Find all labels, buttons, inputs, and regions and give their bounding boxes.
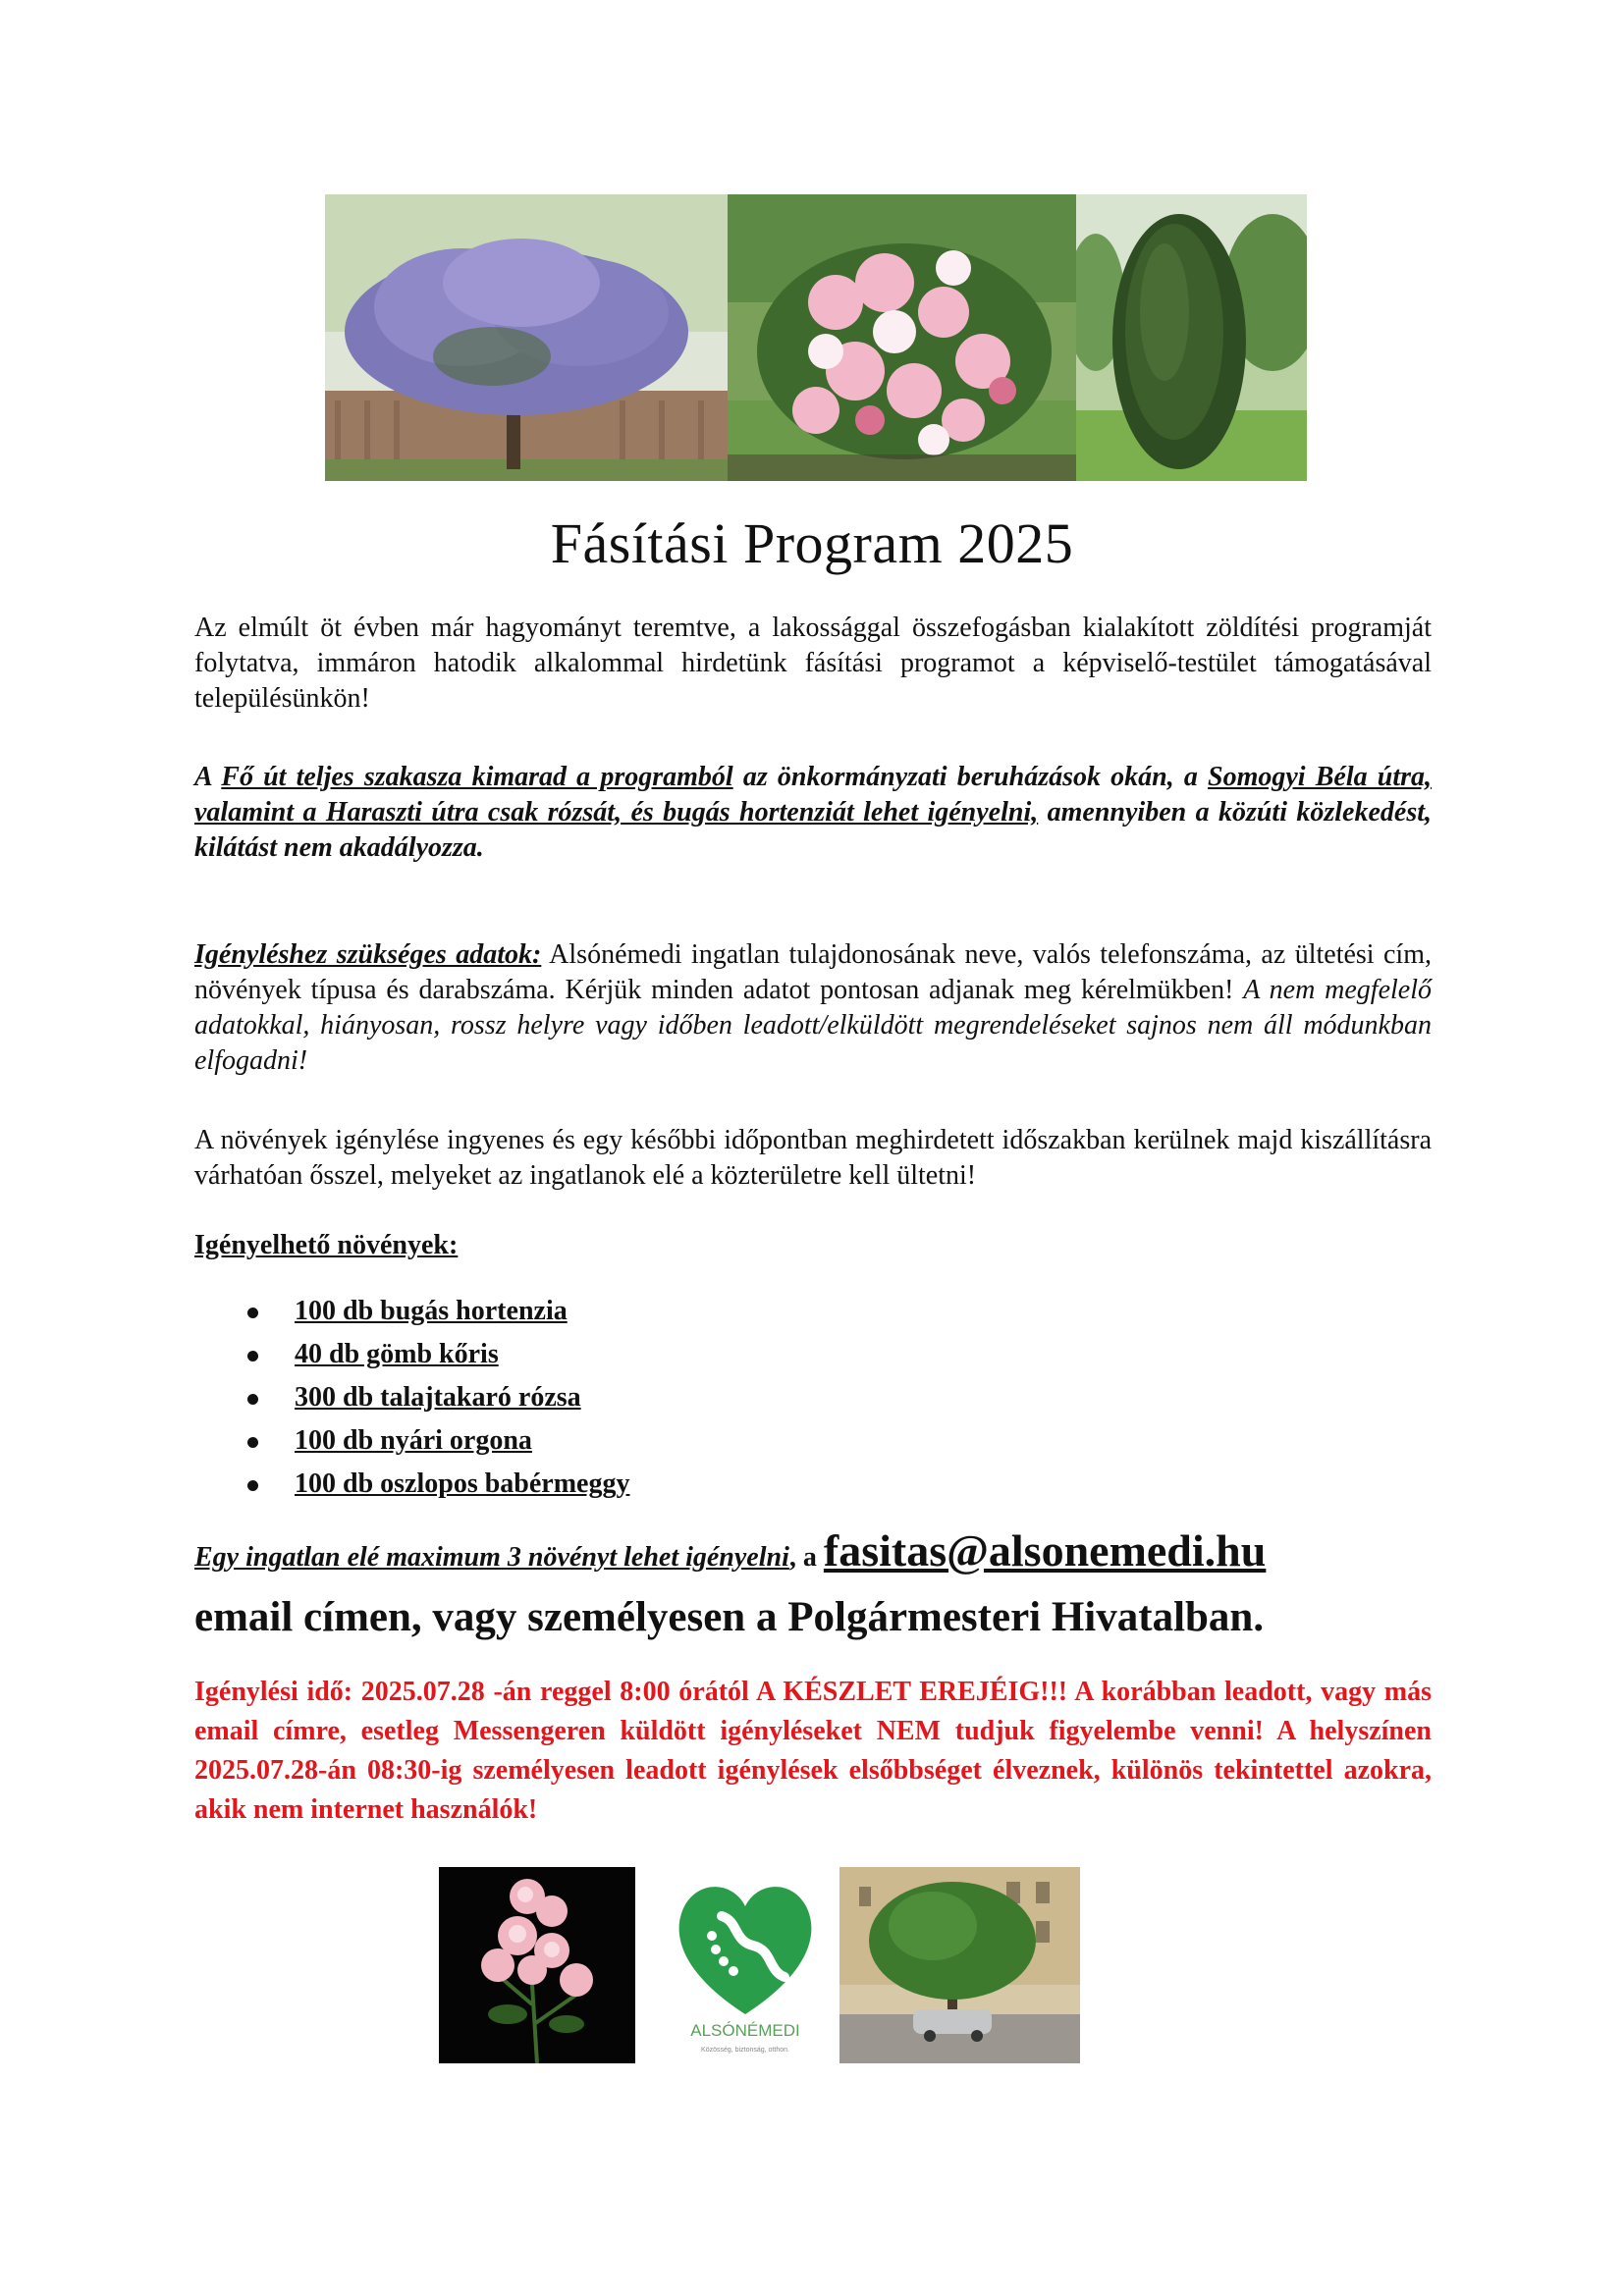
logo-wordmark: ALSÓNÉMEDI [690, 2021, 800, 2040]
hydrangea-photo [728, 194, 1076, 481]
list-item: 100 db oszlopos babérmeggy [236, 1463, 629, 1506]
cherry-laurel-photo [1076, 194, 1307, 481]
rose-photo [439, 1867, 635, 2063]
plants-heading: Igényelhető növények: [194, 1230, 459, 1260]
bullet-icon [247, 1308, 258, 1318]
bullet-icon [247, 1351, 258, 1362]
deadline-notice: Igénylési idő: 2025.07.28 -án reggel 8:00 órától A KÉSZLET EREJÉIG!!! A korábban leadott, vagy más email címre, esetleg Messengeren küldött igényléseket NEM tudjuk figyelembe venni! A helyszínen 2025.07.28-án 08:30-ig személyesen leadott igénylések elsőbbséget élveznek, különös tekintettel azokra, akik nem internet használók! [194, 1677, 1432, 1825]
request-line-2: email címen, vagy személyesen a Polgármesteri Hivatalban. [194, 1594, 1265, 1640]
ball-ash-street-photo [839, 1867, 1080, 2063]
plant-list [236, 1290, 629, 1506]
bullet-icon [247, 1394, 258, 1405]
logo-slogan: Közösség, biztonság, otthon. [701, 2047, 789, 2054]
vitex-tree-photo [325, 194, 728, 481]
request-line: Egy ingatlan elé maximum 3 növényt lehet igényelni, a fasitas@alsonemedi.hu [194, 1525, 1267, 1575]
required-data-paragraph: Igényléshez szükséges adatok: Alsónémedi ingatlan tulajdonosának neve, valós telefonszáma, az ültetési cím, növények típusa és darabszáma. Kérjük minden adatot pontosan adjanak meg kérelmükben! A nem megfelelő adatokkal, hiányosan, rossz helyre vagy időben leadott/elküldött megrendeléseket sajnos nem áll módunkban elfogadni! [194, 939, 1432, 1076]
list-item: 40 db gömb kőris [236, 1333, 629, 1376]
intro-paragraph: Az elmúlt öt évben már hagyományt teremtve, a lakossággal összefogásban kialakított zöldítési programját folytatva, immáron hatodik alkalommal hirdetünk fásítási programot a képviselő-testület támogatásával településünkön! [194, 613, 1432, 714]
list-item: 100 db bugás hortenzia [236, 1290, 629, 1333]
delivery-paragraph: A növények igénylése ingyenes és egy későbbi időpontban meghirdetett időszakban kerülnek majd kiszállításra várhatóan ősszel, melyeket az ingatlanok elé a közterületre kell ültetni! [194, 1125, 1432, 1191]
bullet-icon [247, 1437, 258, 1448]
max-plants-note: Egy ingatlan elé maximum 3 növényt lehet igényelni [194, 1542, 789, 1573]
list-item: 300 db talajtakaró rózsa [236, 1376, 629, 1419]
required-data-label: Igényléshez szükséges adatok: [194, 939, 542, 970]
route-notice: A Fő út teljes szakasza kimarad a programból az önkormányzati beruházások okán, a Somogyi Béla útra, valamint a Haraszti útra csak rózsát, és bugás hortenziát lehet igényelni, amennyiben a közúti közlekedést, kilátást nem akadályozza. [194, 762, 1432, 863]
bullet-icon [247, 1480, 258, 1491]
alsonemedi-logo [665, 1867, 827, 2063]
list-item: 100 db nyári orgona [236, 1419, 629, 1463]
top-photo-strip [325, 194, 1307, 481]
page-title: Fásítási Program 2025 [550, 511, 1074, 575]
email-link[interactable]: fasitas@alsonemedi.hu [823, 1525, 1267, 1575]
